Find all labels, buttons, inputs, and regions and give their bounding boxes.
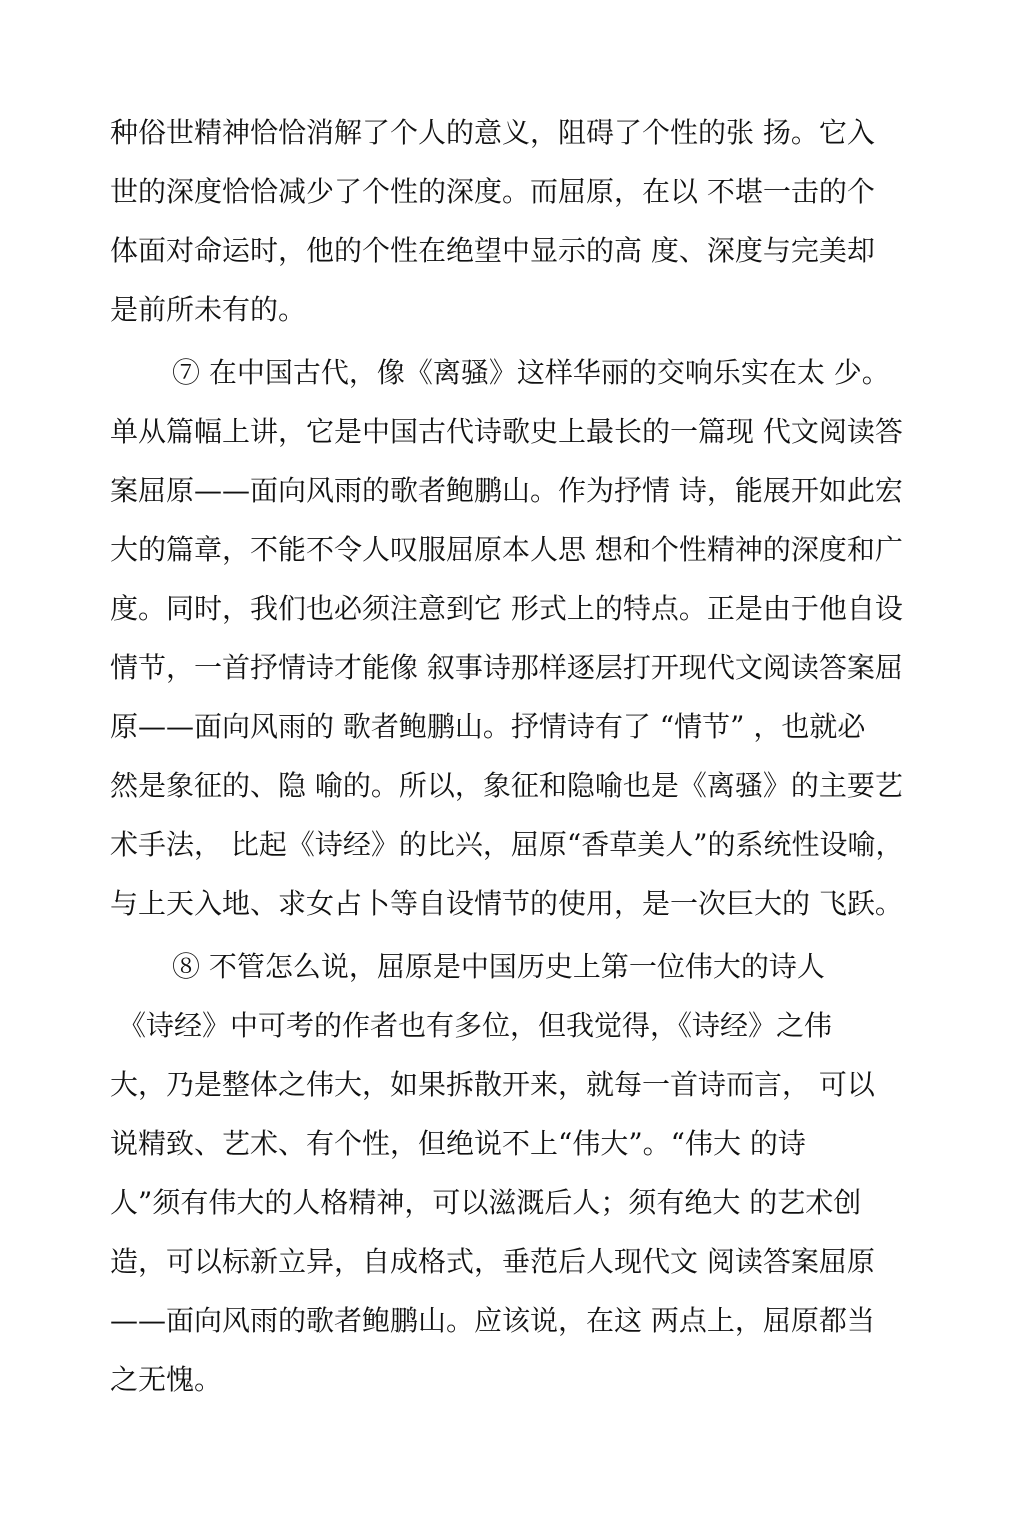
paragraph-8-first-line: ⑧ 不管怎么说，屈原是中国历史上第一位伟大的诗人 xyxy=(172,950,825,983)
text-line: 单从篇幅上讲，它是中国古代诗歌史上最长的一篇现 代文阅读答 xyxy=(110,415,903,448)
text-line: ——面向风雨的歌者鲍鹏山。应该说，在这 两点上，屈原都当 xyxy=(110,1304,875,1337)
text-line: 造，可以标新立异，自成格式，垂范后人现代文 阅读答案屈原 xyxy=(110,1245,875,1278)
paragraph-7-first-line: ⑦ 在中国古代，像《离骚》这样华丽的交响乐实在太 少。 xyxy=(172,356,890,389)
text-line: 说精致、艺术、有个性，但绝说不上“伟大”。“伟大 的诗 xyxy=(110,1127,806,1160)
text-line: 案屈原——面向风雨的歌者鲍鹏山。作为抒情 诗，能展开如此宏 xyxy=(110,474,903,507)
text-line: 人”须有伟大的人格精神，可以滋溉后人；须有绝大 的艺术创 xyxy=(110,1186,862,1219)
text-line: 之无愧。 xyxy=(110,1363,223,1396)
text-line: 与上天入地、求女占卜等自设情节的使用，是一次巨大的 飞跃。 xyxy=(110,887,903,920)
text-line: 世的深度恰恰减少了个性的深度。而屈原，在以 不堪一击的个 xyxy=(110,175,875,208)
text-line: 种俗世精神恰恰消解了个人的意义，阻碍了个性的张 扬。它入 xyxy=(110,116,875,149)
text-line: 情节，一首抒情诗才能像 叙事诗那样逐层打开现代文阅读答案屈 xyxy=(110,651,903,684)
text-line: 术手法， 比起《诗经》的比兴，屈原“香草美人”的系统性设喻， xyxy=(110,828,904,861)
text-line: 大的篇章，不能不令人叹服屈原本人思 想和个性精神的深度和广 xyxy=(110,533,903,566)
text-line: 是前所未有的。 xyxy=(110,293,307,326)
text-line: 度。同时，我们也必须注意到它 形式上的特点。正是由于他自设 xyxy=(110,592,903,625)
text-line: 体面对命运时，他的个性在绝望中显示的高 度、深度与完美却 xyxy=(110,234,875,267)
text-line: 《诗经》中可考的作者也有多位，但我觉得，《诗经》之伟 xyxy=(118,1009,833,1042)
text-line: 然是象征的、隐 喻的。所以，象征和隐喻也是《离骚》的主要艺 xyxy=(110,769,903,802)
text-line: 原——面向风雨的 歌者鲍鹏山。抒情诗有了 “情节” ，也就必 xyxy=(110,710,866,743)
text-line: 大，乃是整体之伟大，如果拆散开来，就每一首诗而言， 可以 xyxy=(110,1068,875,1101)
